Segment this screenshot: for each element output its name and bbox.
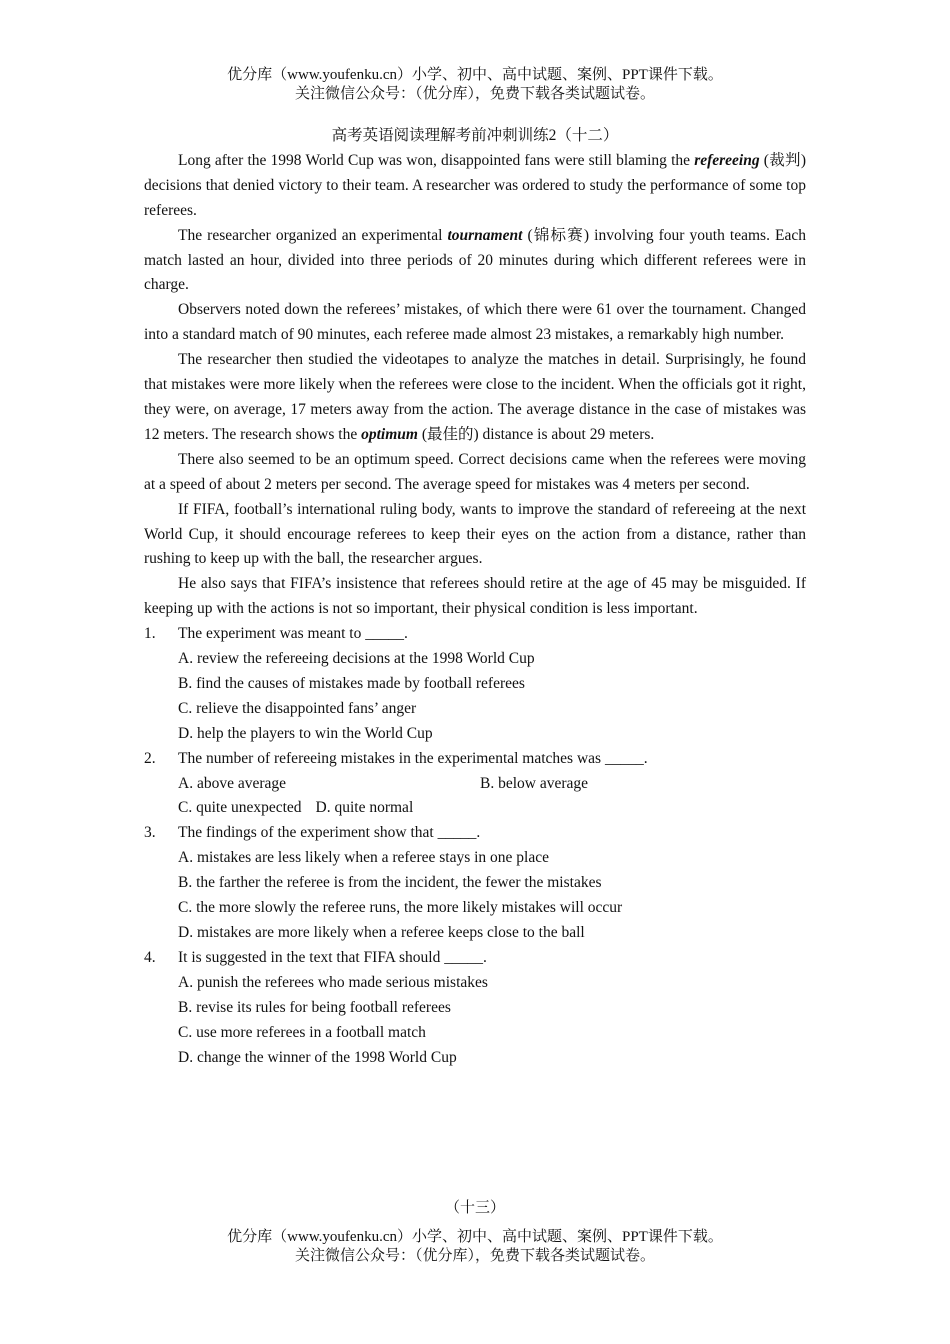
passage-paragraph: If FIFA, football’s international ruling body, wants to improve the standard of refereeing at the next World Cup, it should encourage referees to keep their eyes on the action from a distance, rather than rushing to keep up with the ball, the researcher argues. — [144, 500, 806, 568]
option-d: D. help the players to win the World Cup — [178, 724, 433, 742]
document-title: 高考英语阅读理解考前冲刺训练2（十二） — [331, 127, 619, 144]
footer-line-2: 关注微信公众号：（优分库），免费下载各类试题试卷。 — [294, 1248, 655, 1264]
option-a: A. mistakes are less likely when a referee stays in one place — [178, 849, 549, 867]
option-d: D. change the winner of the 1998 World Cup — [178, 1048, 457, 1066]
option-row — [144, 796, 806, 821]
question-number: 4. — [144, 948, 156, 966]
question-4 — [144, 946, 806, 971]
option-b: B. find the causes of mistakes made by football referees — [178, 674, 525, 692]
question-stem: The number of refereeing mistakes in the experimental matches was _____. — [178, 749, 648, 767]
page-header — [0, 66, 950, 104]
passage-paragraph: He also says that FIFA’s insistence that referees should retire at the age of 45 may be misguided. If keeping up with the actions is not so important, their physical condition is less important. — [144, 575, 806, 618]
option-b: B. below average — [480, 774, 589, 792]
next-section-heading: （十三） — [444, 1200, 505, 1216]
question-number: 1. — [144, 625, 156, 643]
question-stem: The experiment was meant to _____. — [178, 625, 408, 643]
glossed-term: refereeing — [694, 151, 760, 169]
question-stem: It is suggested in the text that FIFA should _____. — [178, 948, 487, 966]
passage-paragraph: The researcher organized an experimental tournament (锦标赛) involving four youth teams. Each match lasted an hour, divided into three periods of 20 minutes during which different referees were in charge. — [144, 226, 806, 294]
glossed-term: tournament — [447, 226, 523, 244]
option-c: C. quite unexpected — [178, 799, 302, 817]
question-2 — [144, 747, 806, 772]
option-c: C. relieve the disappointed fans’ anger — [178, 699, 417, 717]
header-line-2: 关注微信公众号：（优分库），免费下载各类试题试卷。 — [294, 86, 655, 102]
option-a: A. punish the referees who made serious mistakes — [178, 973, 488, 991]
passage-paragraph: Observers noted down the referees’ mistakes, of which there were 61 over the tournament. Changed into a standard match of 90 minutes, each referee made almost 23 mistakes, a remarkably high number. — [144, 301, 806, 344]
passage-paragraph: The researcher then studied the videotapes to analyze the matches in detail. Surprisingly, he found that mistakes were more likely when the referees were close to the incident. When the officials got it right, they were, on average, 17 meters away from the action. The average distance in the case of mistakes was 12 meters. The research shows the optimum (最佳的) distance is about 29 meters. — [144, 351, 806, 443]
passage-paragraph: Long after the 1998 World Cup was won, disappointed fans were still blaming the refereeing (裁判) decisions that denied victory to their team. A researcher was ordered to study the performance of some top referees. — [144, 151, 806, 219]
question-number: 3. — [144, 824, 156, 842]
option-a: A. review the refereeing decisions at the 1998 World Cup — [178, 650, 535, 668]
question-1 — [144, 622, 806, 647]
glossed-term: optimum — [361, 425, 418, 443]
document-body — [144, 124, 806, 1070]
option-d: D. mistakes are more likely when a referee keeps close to the ball — [178, 924, 585, 941]
passage-paragraph: There also seemed to be an optimum speed. Correct decisions came when the referees were moving at a speed of about 2 meters per second. The average speed for mistakes was 4 meters per second. — [144, 450, 806, 493]
question-stem: The findings of the experiment show that _____. — [178, 824, 481, 842]
footer-line-1: 优分库（www.youfenku.cn）小学、初中、高中试题、案例、PPT课件下载。 — [227, 1229, 723, 1245]
option-b: B. revise its rules for being football referees — [178, 998, 451, 1016]
option-d: D. quite normal — [315, 799, 414, 817]
option-c: C. use more referees in a football match — [178, 1023, 426, 1041]
option-c: C. the more slowly the referee runs, the more likely mistakes will occur — [178, 899, 623, 917]
option-row — [144, 772, 806, 797]
header-line-1: 优分库（www.youfenku.cn）小学、初中、高中试题、案例、PPT课件下载。 — [227, 67, 723, 83]
option-b: B. the farther the referee is from the incident, the fewer the mistakes — [178, 874, 602, 892]
page-footer — [0, 1228, 950, 1266]
question-number: 2. — [144, 749, 156, 767]
option-a: A. above average — [178, 774, 287, 792]
question-3 — [144, 821, 806, 846]
